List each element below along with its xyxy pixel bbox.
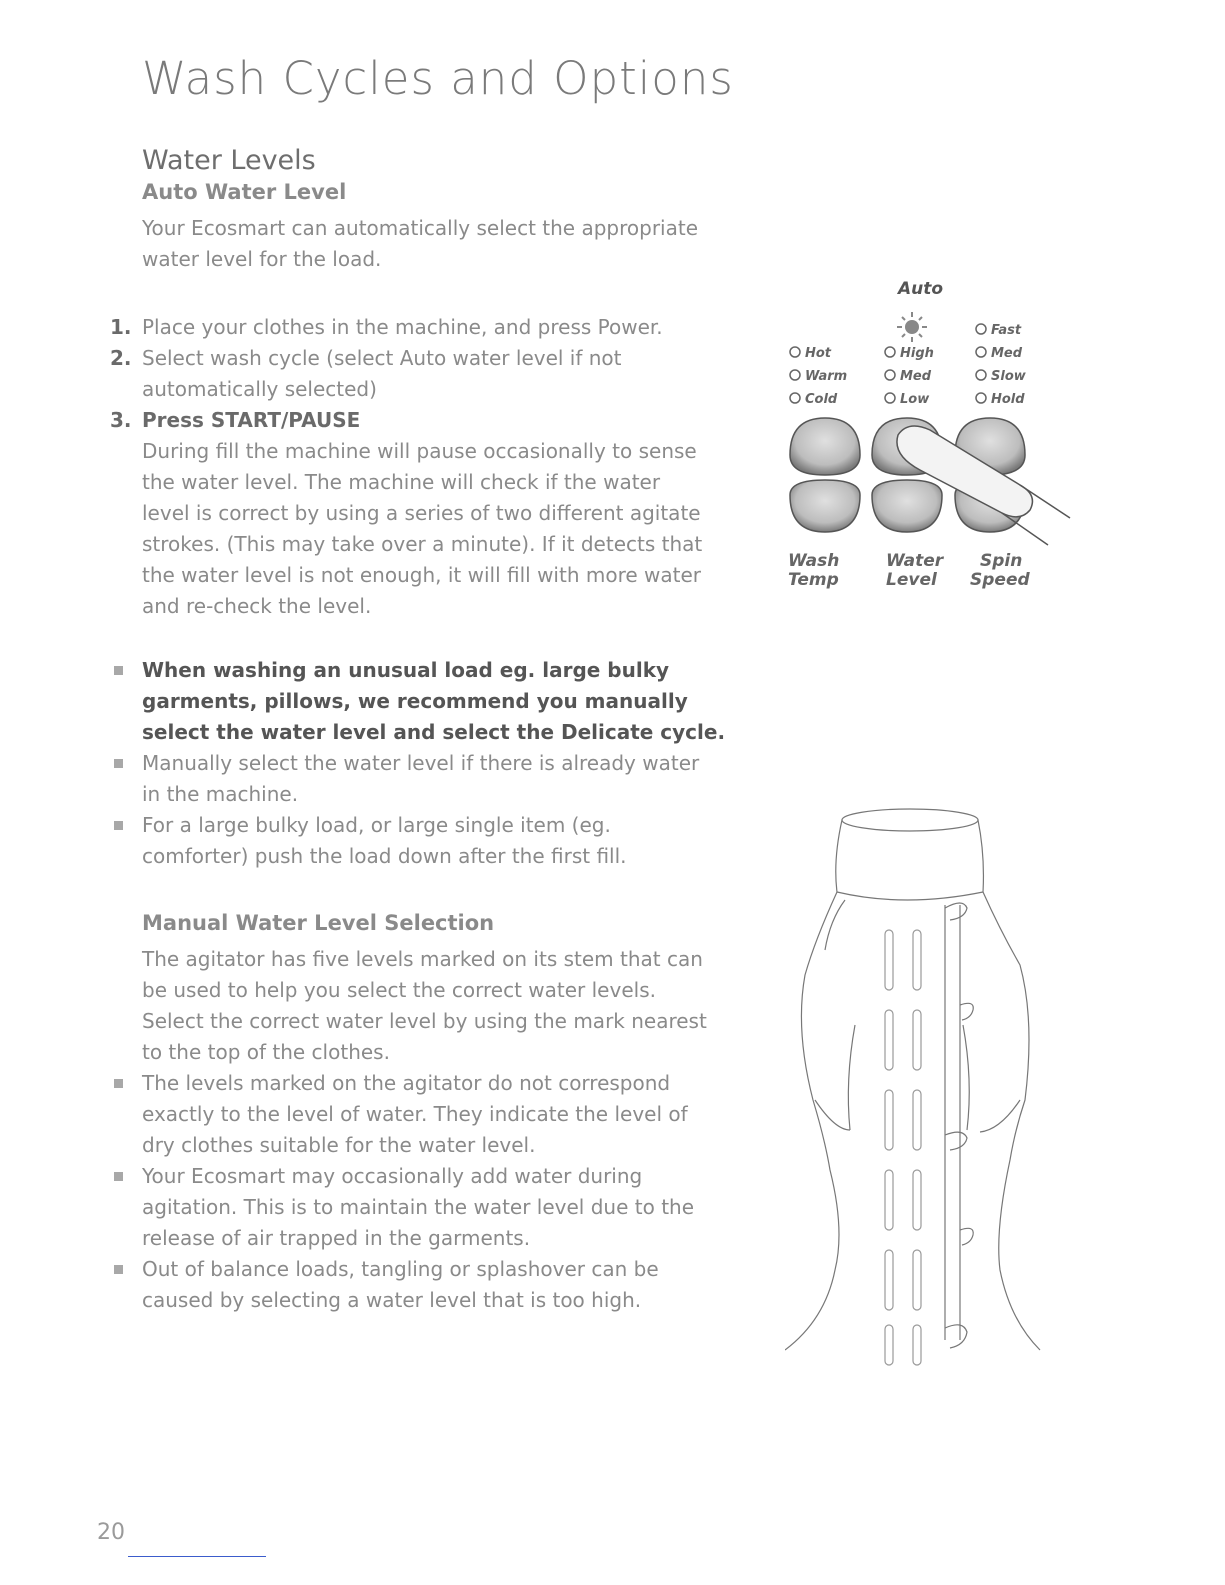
spin-fast-led	[976, 324, 986, 334]
bullet-icon	[114, 666, 123, 675]
agitator-illustration	[785, 800, 1045, 1370]
temp-cold-led	[790, 393, 800, 403]
auto-bullets-list	[110, 655, 750, 872]
spin-fast-label: Fast	[991, 323, 1022, 338]
bullet-line: comforter) push the load down after the first fill.	[142, 844, 627, 868]
bullet-line: garments, pillows, we recommend you manually	[142, 689, 688, 713]
bullet-line: exactly to the level of water. They indicate the level of	[142, 1102, 688, 1126]
manual-intro-line: to the top of the clothes.	[142, 1040, 390, 1064]
bullet-item	[110, 1254, 750, 1316]
level-low-led	[885, 393, 895, 403]
step-line: During fill the machine will pause occasionally to sense	[142, 439, 697, 463]
spin-med-led	[976, 347, 986, 357]
bullet-line: The levels marked on the agitator do not correspond	[142, 1071, 671, 1095]
auto-intro	[142, 213, 698, 275]
bullet-line: When washing an unusual load eg. large bulky	[142, 658, 670, 682]
auto-intro-line: water level for the load.	[142, 247, 382, 271]
step-item	[110, 343, 730, 405]
level-med-led	[885, 370, 895, 380]
spin-hold-led	[976, 393, 986, 403]
manual-intro-line: The agitator has five levels marked on its stem that can	[142, 947, 703, 971]
wash-temp-up-button[interactable]	[790, 418, 860, 475]
level-marks	[945, 903, 973, 1348]
wash-temp-options	[790, 346, 847, 407]
manual-water-level-heading: Manual Water Level Selection	[142, 911, 495, 935]
bullet-icon	[114, 1172, 123, 1181]
temp-label: Temp	[788, 570, 839, 590]
manual-bullets-list	[110, 1068, 750, 1316]
speed-label: Speed	[970, 570, 1030, 590]
manual-intro	[142, 944, 707, 1068]
level-high-led	[885, 347, 895, 357]
temp-cold-label: Cold	[805, 392, 838, 407]
temp-hot-led	[790, 347, 800, 357]
water-level-down-button[interactable]	[872, 480, 942, 532]
page-number: 20	[97, 1520, 125, 1545]
step-line: automatically selected)	[142, 377, 377, 401]
step-line: and re-check the level.	[142, 594, 372, 618]
bullet-line: caused by selecting a water level that is too high.	[142, 1288, 642, 1312]
spin-slow-label: Slow	[991, 369, 1026, 384]
step-line: the water level is not enough, it will fill with more water	[142, 563, 702, 587]
spin-hold-label: Hold	[991, 392, 1025, 407]
bullet-line: For a large bulky load, or large single item (eg.	[142, 813, 611, 837]
bullet-icon	[114, 759, 123, 768]
step-line: level is correct by using a series of two different agitate	[142, 501, 701, 525]
spin-options	[976, 323, 1027, 407]
sun-icon	[897, 312, 927, 342]
water-level-options	[885, 346, 934, 407]
auto-intro-line: Your Ecosmart can automatically select the appropriate	[142, 216, 698, 240]
agitator-cap-top	[842, 809, 978, 831]
bullet-line: release of air trapped in the garments.	[142, 1226, 531, 1250]
section-heading: Water Levels	[142, 145, 316, 176]
bullet-item	[110, 1161, 750, 1254]
step-line: Select wash cycle (select Auto water level if not	[142, 346, 622, 370]
bullet-line: dry clothes suitable for the water level.	[142, 1133, 536, 1157]
auto-steps-list	[110, 312, 730, 622]
wash-temp-down-button[interactable]	[790, 480, 860, 532]
bullet-line: Manually select the water level if there is already water	[142, 751, 700, 775]
level-low-label: Low	[900, 392, 930, 407]
bullet-item	[110, 1068, 750, 1161]
step-number: 2.	[110, 346, 132, 370]
bullet-item	[110, 655, 750, 748]
step-line-start-pause: Press START/PAUSE	[142, 408, 361, 432]
bullet-line: Out of balance loads, tangling or splashover can be	[142, 1257, 659, 1281]
auto-label: Auto	[898, 279, 944, 299]
temp-hot-label: Hot	[805, 346, 832, 361]
level-high-label: High	[900, 346, 934, 361]
bullet-line: agitation. This is to maintain the water level due to the	[142, 1195, 695, 1219]
agitator-slots	[885, 930, 921, 1365]
step-item	[110, 405, 730, 622]
step-item	[110, 312, 730, 343]
bullet-icon	[114, 821, 123, 830]
spin-slow-led	[976, 370, 986, 380]
bullet-line: in the machine.	[142, 782, 299, 806]
step-number: 3.	[110, 408, 132, 432]
temp-warm-label: Warm	[805, 369, 848, 384]
bullet-line: select the water level and select the Delicate cycle.	[142, 720, 726, 744]
step-line: Place your clothes in the machine, and press Power.	[142, 315, 663, 339]
bullet-icon	[114, 1265, 123, 1274]
level-med-label: Med	[900, 369, 932, 384]
spin-med-label: Med	[991, 346, 1023, 361]
temp-warm-led	[790, 370, 800, 380]
manual-intro-line: be used to help you select the correct water levels.	[142, 978, 656, 1002]
footer-rule	[128, 1556, 266, 1557]
bullet-icon	[114, 1079, 123, 1088]
bullet-item	[110, 748, 750, 810]
wash-label: Wash	[788, 551, 840, 571]
auto-water-level-heading: Auto Water Level	[142, 180, 347, 204]
page-title: Wash Cycles and Options	[142, 52, 734, 105]
step-number: 1.	[110, 315, 132, 339]
step-line: the water level. The machine will check if the water	[142, 470, 661, 494]
manual-intro-line: Select the correct water level by using the mark nearest	[142, 1009, 707, 1033]
control-panel-illustration	[780, 270, 1080, 610]
level-label: Level	[886, 570, 937, 590]
spin-label: Spin	[980, 551, 1023, 571]
bullet-line: Your Ecosmart may occasionally add water during	[142, 1164, 643, 1188]
bullet-item	[110, 810, 750, 872]
step-line: strokes. (This may take over a minute). If it detects that	[142, 532, 703, 556]
water-label: Water	[886, 551, 944, 571]
